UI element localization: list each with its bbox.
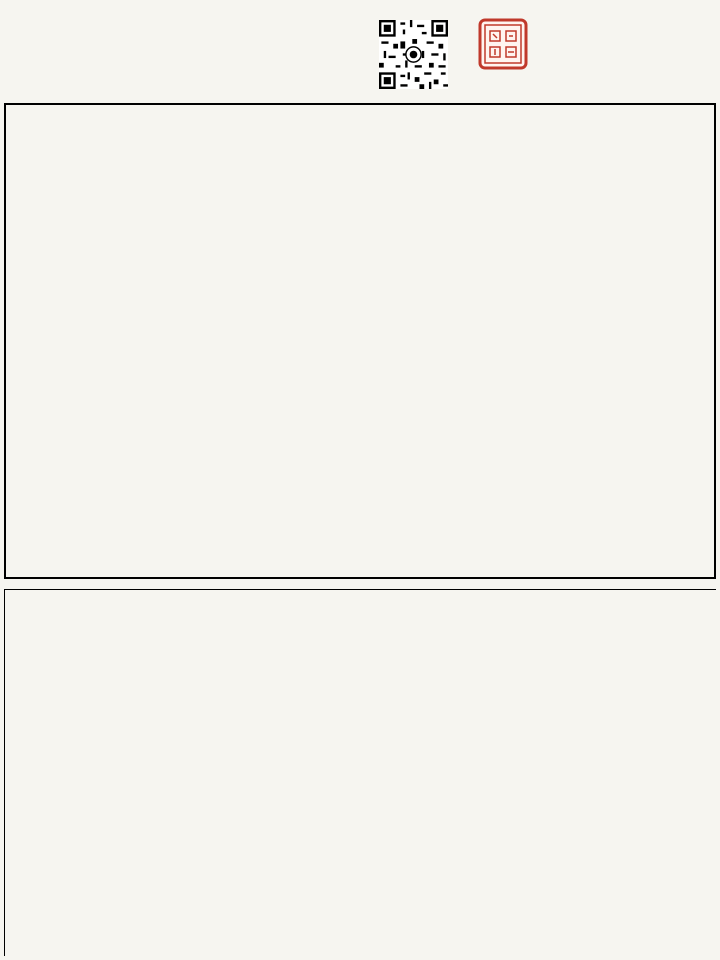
pillars-grid <box>4 103 716 579</box>
qr-code-icon <box>379 20 448 89</box>
year-grid <box>4 589 716 956</box>
header <box>0 0 720 100</box>
seal-stamp-icon <box>478 18 528 70</box>
